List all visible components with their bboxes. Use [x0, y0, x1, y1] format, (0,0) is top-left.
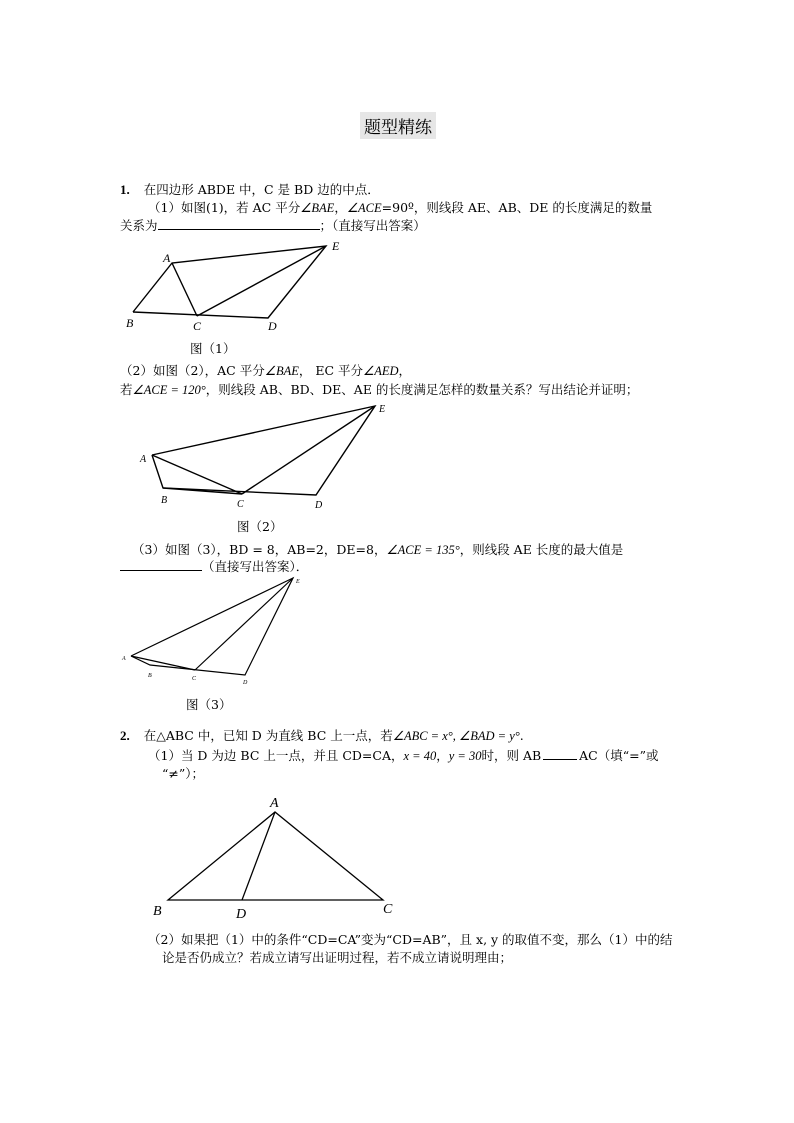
- q1-p1-angle-bae: ∠BAE: [300, 201, 335, 215]
- fig1-label-e: E: [332, 239, 340, 253]
- fig4-label-c: C: [383, 902, 393, 917]
- q2-stem-end: .: [519, 728, 524, 743]
- q1-p3-text-c: ，则线段 AE 长度的最大值是: [459, 542, 624, 557]
- q2-stem-angles: ∠ABC = x°, ∠BAD = y°: [392, 729, 520, 743]
- q1-p2-angle-ace: ∠ACE = 120°: [132, 383, 206, 397]
- q1-number: 1.: [120, 182, 130, 197]
- fig1-label-c: C: [193, 319, 202, 333]
- q2-stem: 在△ABC 中，已知 D 为直线 BC 上一点，若: [143, 728, 393, 743]
- fig2-label-a: A: [140, 454, 147, 465]
- q2-p1-x-value: x = 40: [403, 749, 437, 763]
- q2-p1-text-e: 时，则 AB: [481, 748, 542, 763]
- q1-p1-text-a: （1）如图(1)，若 AC 平分: [148, 200, 301, 215]
- q2-part1-line2: “≠”）；: [162, 766, 205, 781]
- fig4-label-d: D: [236, 907, 247, 922]
- q1-p2-text-e: ，: [398, 363, 412, 378]
- fig3-caption: 图（3）: [186, 697, 232, 712]
- q1-p2-text-a: （2）如图（2），AC 平分: [120, 363, 265, 378]
- q1-p3-angle-ace: ∠ACE = 135°: [386, 543, 460, 557]
- fig1-label-d: D: [268, 319, 277, 333]
- q1-p1-angle-ace: ∠ACE: [346, 201, 382, 215]
- fig3-label-c: C: [192, 676, 197, 682]
- fig4-label-a: A: [270, 796, 279, 811]
- q1-p2-angle-bae: ∠BAE: [264, 364, 299, 378]
- q1-p3-text-a: （3）如图（3），BD = 8，AB=2，DE=8，: [132, 542, 387, 557]
- q1-p1-text-c: ，: [334, 200, 347, 215]
- q1-p1-text-e: =90º，则线段 AE、AB、DE 的长度满足的数量: [381, 200, 653, 215]
- fig1-label-a: A: [163, 251, 171, 265]
- q2-p1-y-value: y = 30: [448, 749, 482, 763]
- q1-p2-text-if: 若: [120, 382, 133, 397]
- fig2-label-e: E: [379, 404, 386, 415]
- q1-p2-text-c: ， EC 平分: [298, 363, 363, 378]
- q2-number: 2.: [120, 728, 130, 743]
- q2-p1-comma: ，: [436, 748, 449, 763]
- fig4-triangle-abc: [168, 812, 383, 900]
- q2-part2-line1: （2）如果把（1）中的条件“CD=CA”变为“CD=AB”，且 x, y 的取值不变，那么（1）中的结: [148, 932, 673, 947]
- q2-p1-text-f: AC（填“=”或: [579, 748, 659, 763]
- page-title: 题型精练: [360, 112, 436, 139]
- fig1-label-b: B: [126, 316, 134, 330]
- q1-p2-angle-aed: ∠AED: [363, 364, 399, 378]
- q1-p1-relation-label: 关系为: [120, 218, 158, 233]
- fig3-label-b: B: [148, 673, 152, 679]
- fig3-label-d: D: [243, 680, 248, 686]
- q2-part2-line2: 论是否仍成立？若成立请写出证明过程，若不成立请说明理由；: [162, 950, 513, 965]
- fig2-caption: 图（2）: [237, 519, 283, 534]
- q1-p3-hint: （直接写出答案）．: [202, 559, 309, 574]
- fig2-label-c: C: [237, 499, 244, 510]
- fig2-label-b: B: [161, 495, 168, 506]
- q1-stem: 在四边形 ABDE 中，C 是 BD 边的中点．: [143, 182, 380, 197]
- fig4-label-b: B: [153, 904, 162, 919]
- fig1-caption: 图（1）: [190, 341, 236, 356]
- q1-p2-question: ，则线段 AB、BD、DE、AE 的长度满足怎样的数量关系？写出结论并证明；: [205, 382, 639, 397]
- fig2-label-d: D: [315, 500, 323, 511]
- q1-p1-hint: ；（直接写出答案）: [319, 218, 426, 233]
- fig3-label-e: E: [296, 579, 300, 585]
- q2-p1-text-a: （1）当 D 为边 BC 上一点，并且 CD=CA，: [148, 748, 404, 763]
- fig3-label-a: A: [122, 656, 126, 662]
